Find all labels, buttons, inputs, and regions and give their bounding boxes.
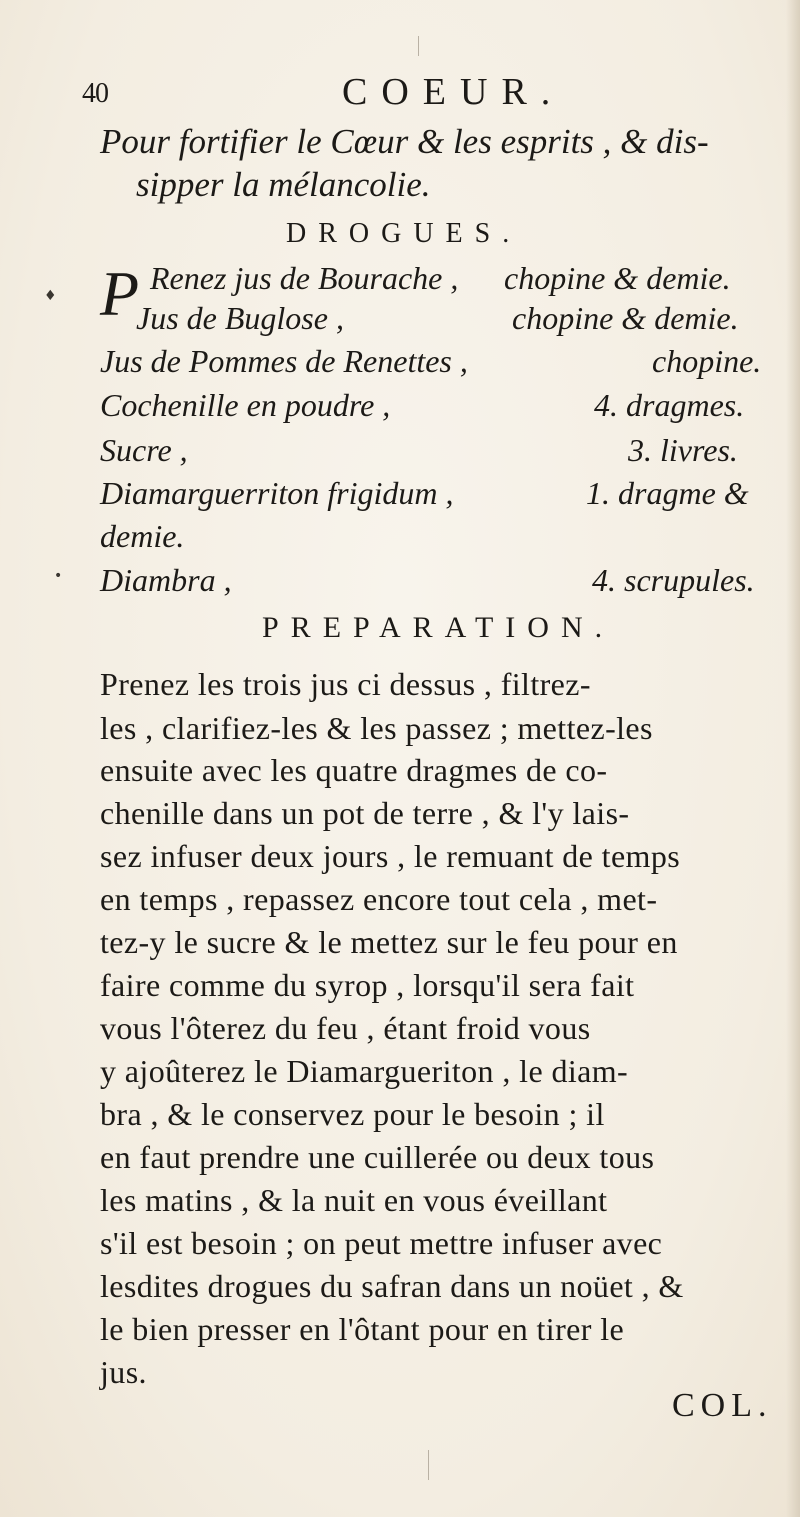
body-text-line: sez infuser deux jours , le remuant de temps bbox=[100, 838, 681, 874]
body-text-line: jus. bbox=[100, 1354, 147, 1390]
ingredient-quantity: 1. dragme & bbox=[586, 475, 749, 511]
section-heading-preparation: PREPARATION. bbox=[262, 611, 615, 644]
recipe-title-line-1: Pour fortifier le Cœur & les esprits , & dis- bbox=[100, 122, 709, 161]
page-edge-shadow bbox=[786, 0, 800, 1517]
body-text-line: en faut prendre une cuillerée ou deux tous bbox=[100, 1139, 655, 1175]
body-text-line: en temps , repassez encore tout cela , met- bbox=[100, 881, 658, 917]
body-text-line: Prenez les trois jus ci dessus , filtrez- bbox=[100, 666, 591, 702]
paper-mark bbox=[428, 1450, 429, 1480]
paper-mark bbox=[418, 36, 419, 56]
ingredient-name: demie. bbox=[100, 518, 185, 554]
body-text-line: les , clarifiez-les & les passez ; mettez-les bbox=[100, 710, 653, 746]
drop-capital: P bbox=[100, 258, 140, 329]
margin-mark-1: ♦ bbox=[44, 288, 57, 304]
running-head: COEUR. bbox=[342, 71, 565, 113]
body-text-line: tez-y le sucre & le mettez sur le feu pour en bbox=[100, 924, 678, 960]
section-heading-drogues: DROGUES. bbox=[286, 218, 522, 249]
body-text-line: le bien presser en l'ôtant pour en tirer le bbox=[100, 1311, 625, 1347]
ingredient-name: Jus de Pommes de Renettes , bbox=[100, 343, 468, 379]
body-text-line: lesdites drogues du safran dans un noüet , & bbox=[100, 1268, 684, 1304]
ingredient-name: Jus de Buglose , bbox=[136, 300, 344, 336]
ingredient-quantity: chopine & demie. bbox=[512, 300, 739, 336]
page-number: 40 bbox=[82, 78, 108, 109]
ingredient-name: Sucre , bbox=[100, 432, 188, 468]
ingredient-name: Renez jus de Bourache , bbox=[150, 260, 459, 296]
recipe-title-line-2: sipper la mélancolie. bbox=[136, 165, 431, 204]
ingredient-quantity: chopine. bbox=[652, 343, 762, 379]
body-text-line: vous l'ôterez du feu , étant froid vous bbox=[100, 1010, 591, 1046]
body-text-line: les matins , & la nuit en vous éveillant bbox=[100, 1182, 608, 1218]
margin-mark-2: • bbox=[54, 568, 63, 584]
catchword: COL. bbox=[672, 1387, 773, 1424]
body-text-line: y ajoûterez le Diamargueriton , le diam- bbox=[100, 1053, 629, 1089]
ingredient-quantity: 4. dragmes. bbox=[594, 387, 745, 423]
ingredient-name: Diambra , bbox=[100, 562, 232, 598]
body-text-line: ensuite avec les quatre dragmes de co- bbox=[100, 752, 608, 788]
ingredient-name: Cochenille en poudre , bbox=[100, 387, 391, 423]
body-text-line: bra , & le conservez pour le besoin ; il bbox=[100, 1096, 605, 1132]
ingredient-name: Diamarguerriton frigidum , bbox=[100, 475, 454, 511]
ingredient-quantity: 4. scrupules. bbox=[592, 562, 755, 598]
body-text-line: chenille dans un pot de terre , & l'y lais- bbox=[100, 795, 630, 831]
ingredient-quantity: chopine & demie. bbox=[504, 260, 731, 296]
body-text-line: faire comme du syrop , lorsqu'il sera fait bbox=[100, 967, 635, 1003]
body-text-line: s'il est besoin ; on peut mettre infuser avec bbox=[100, 1225, 663, 1261]
ingredient-quantity: 3. livres. bbox=[628, 432, 738, 468]
